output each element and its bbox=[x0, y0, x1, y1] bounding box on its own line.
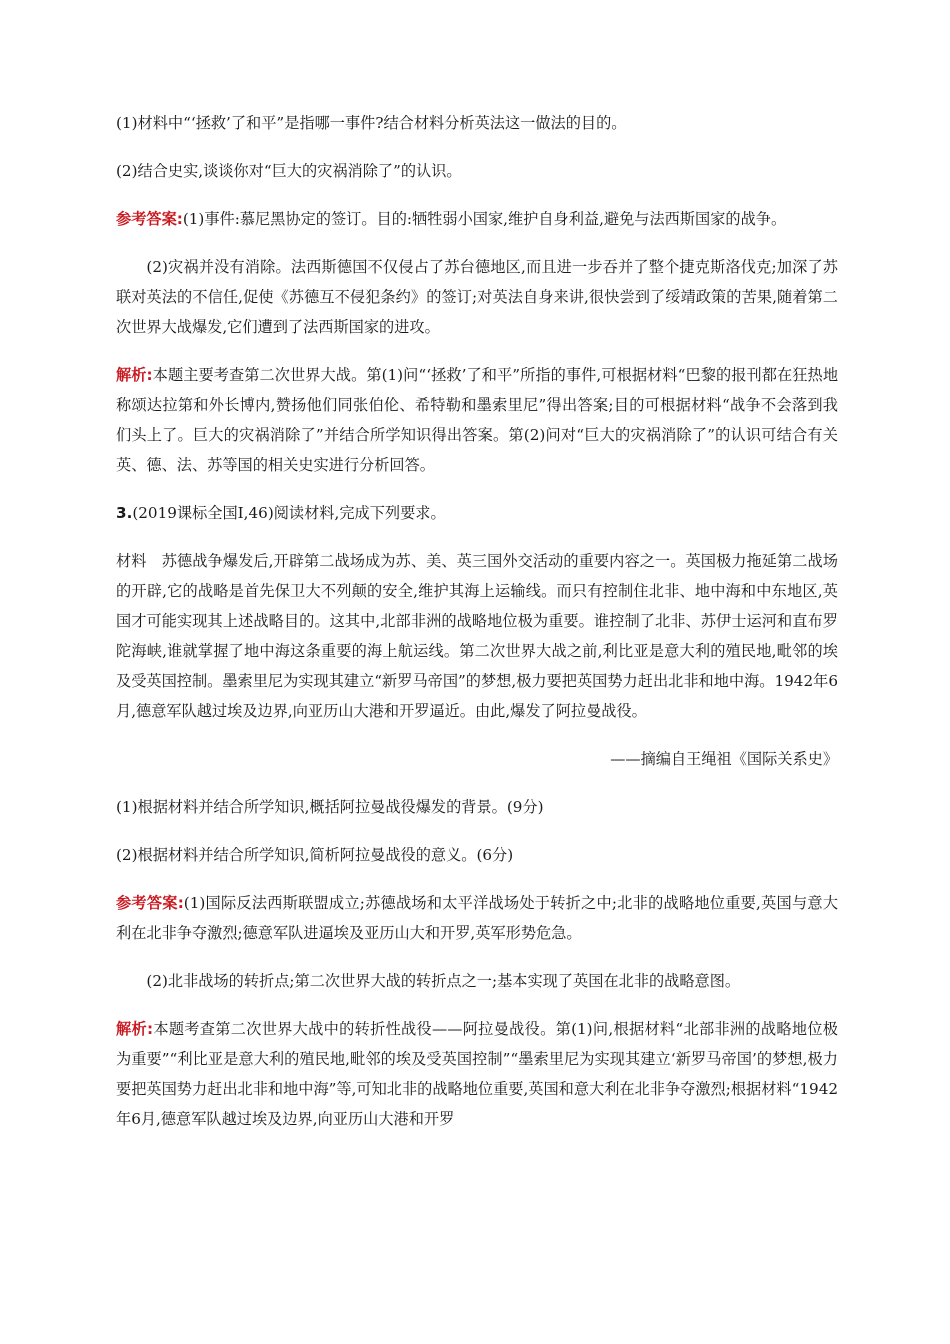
q2-analysis-label: 解析: bbox=[116, 366, 153, 384]
q3-answer-2: (2)北非战场的转折点;第二次世界大战的转折点之一;基本实现了英国在北非的战略意图。 bbox=[146, 972, 741, 990]
q3-material-source: ——摘编自王绳祖《国际关系史》 bbox=[610, 750, 838, 768]
q3-number: 3. bbox=[116, 504, 133, 522]
q2-answer-2: (2)灾祸并没有消除。法西斯德国不仅侵占了苏台德地区,而且进一步吞并了整个捷克斯洛伐克;加深了苏联对英法的不信任,促使《苏德互不侵犯条约》的签订;对英法自身来讲,很快尝到了绥靖政策的苦果,随着第二次世界大战爆发,它们遭到了法西斯国家的进攻。 bbox=[116, 258, 838, 336]
q2-answer-label: 参考答案: bbox=[116, 210, 183, 228]
q2-sub-question-1: (1)材料中“‘拯救’了和平”是指哪一事件?结合材料分析英法这一做法的目的。 bbox=[116, 114, 627, 132]
q3-material: 材料 苏德战争爆发后,开辟第二战场成为苏、美、英三国外交活动的重要内容之一。英国极力拖延第二战场的开辟,它的战略是首先保卫大不列颠的安全,维护其海上运输线。而只有控制住北非、地中海和中东地区,英国才可能实现其上述战略目的。这其中,北部非洲的战略地位极为重要。谁控制了北非、苏伊士运河和直布罗陀海峡,谁就掌握了地中海这条重要的海上航运线。第二次世界大战之前,利比亚是意大利的殖民地,毗邻的埃及受英国控制。墨索里尼为实现其建立“新罗马帝国”的梦想,极力要把英国势力赶出北非和地中海。1942年6月,德意军队越过埃及边界,向亚历山大港和开罗逼近。由此,爆发了阿拉曼战役。 bbox=[116, 552, 838, 720]
q3-stem-text: (2019课标全国Ⅰ,46)阅读材料,完成下列要求。 bbox=[132, 504, 446, 522]
q2-answer-1-text: (1)事件:慕尼黑协定的签订。目的:牺牲弱小国家,维护自身利益,避免与法西斯国家的战争。 bbox=[182, 210, 787, 228]
q3-answer-1-text: (1)国际反法西斯联盟成立;苏德战场和太平洋战场处于转折之中;北非的战略地位重要,英国与意大利在北非争夺激烈;德意军队进逼埃及亚历山大和开罗,英军形势危急。 bbox=[116, 894, 839, 942]
q3-sub-question-2: (2)根据材料并结合所学知识,简析阿拉曼战役的意义。(6分) bbox=[116, 846, 514, 864]
q3-stem bbox=[116, 498, 838, 528]
q3-sub-question-1: (1)根据材料并结合所学知识,概括阿拉曼战役爆发的背景。(9分) bbox=[116, 798, 544, 816]
q3-analysis bbox=[116, 1014, 838, 1134]
q2-analysis bbox=[116, 360, 838, 480]
q3-answer-1 bbox=[116, 888, 838, 948]
document-page bbox=[116, 108, 838, 1134]
q2-analysis-text: 本题主要考查第二次世界大战。第(1)问“‘拯救’了和平”所指的事件,可根据材料“巴黎的报刊都在狂热地称颂达拉第和外长博内,赞扬他们同张伯伦、希特勒和墨索里尼”得出答案;目的可根据材料“战争不会落到我们头上了。巨大的灾祸消除了”并结合所学知识得出答案。第(2)问对“巨大的灾祸消除了”的认识可结合有关英、德、法、苏等国的相关史实进行分析回答。 bbox=[116, 366, 839, 474]
q3-analysis-label: 解析: bbox=[116, 1020, 154, 1038]
q3-answer-label: 参考答案: bbox=[116, 894, 184, 912]
q2-sub-question-2: (2)结合史实,谈谈你对“巨大的灾祸消除了”的认识。 bbox=[116, 162, 462, 180]
q3-analysis-text: 本题考查第二次世界大战中的转折性战役——阿拉曼战役。第(1)问,根据材料“北部非洲的战略地位极为重要”“利比亚是意大利的殖民地,毗邻的埃及受英国控制”“墨索里尼为实现其建立‘新罗马帝国’的梦想,极力要把英国势力赶出北非和地中海”等,可知北非的战略地位重要,英国和意大利在北非争夺激烈;根据材料“1942年6月,德意军队越过埃及边界,向亚历山大港和开罗 bbox=[116, 1020, 839, 1128]
q2-answer-1 bbox=[116, 204, 838, 234]
